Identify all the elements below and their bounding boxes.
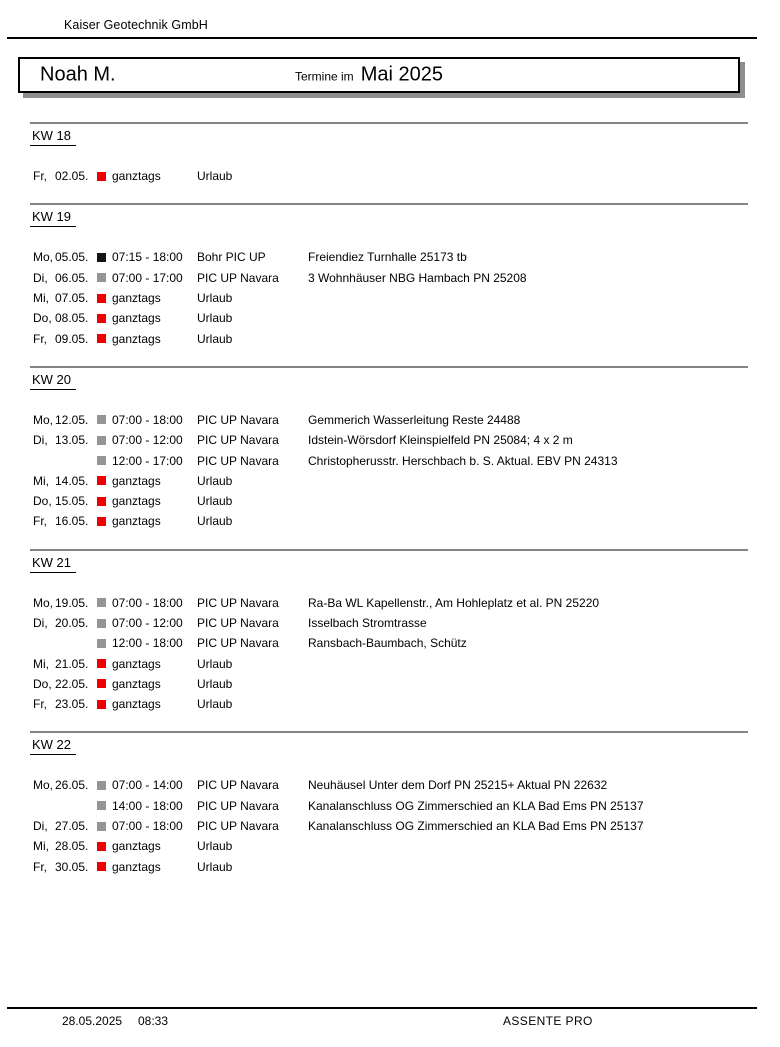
category-marker-icon [97,639,106,648]
appointment-row [0,674,780,694]
time-label: ganztags [112,514,161,529]
week-label: KW 19 [30,209,76,227]
date-label: 08.05. [55,311,89,326]
activity-label: PIC UP Navara [197,819,279,834]
day-label: Mi, [33,656,49,671]
time-label: 07:00 - 12:00 [112,616,183,630]
day-label: Mo, [33,778,54,793]
appointment-row [0,308,780,328]
category-marker-icon [97,415,106,424]
print-date: 28.05.2025 [62,1014,123,1028]
marker-cell [97,314,112,323]
appointment-row [0,511,780,531]
date-label: 20.05. [55,616,89,630]
category-marker-icon [97,314,106,323]
day-label: Mo, [33,595,54,610]
category-marker-icon [97,801,106,810]
activity-label: PIC UP Navara [197,798,279,813]
date-label: 27.05. [55,819,89,834]
marker-cell [97,781,112,790]
appointment-row [0,450,780,470]
description-label: Neuhäusel Unter dem Dorf PN 25215+ Aktual PN 22632 [308,778,608,793]
week-label: KW 20 [30,372,76,390]
date-label: 15.05. [55,494,89,509]
week-label-row [30,736,780,754]
activity-label: Urlaub [197,494,233,509]
title-month: Mai 2025 [360,63,443,86]
week-section [0,549,780,715]
appointment-rows [0,410,780,532]
category-marker-icon [97,700,106,709]
description-label: Ransbach-Baumbach, Schütz [308,636,467,651]
marker-cell [97,497,112,506]
appointment-row [0,288,780,308]
date-label: 06.05. [55,270,89,285]
category-marker-icon [97,659,106,668]
category-marker-icon [97,334,106,343]
category-marker-icon [97,456,106,465]
time-label: ganztags [112,311,161,326]
time-label: 07:00 - 17:00 [112,270,183,285]
activity-label: Urlaub [197,676,233,691]
marker-cell [97,436,112,445]
activity-label: PIC UP Navara [197,616,279,630]
appointment-rows [0,247,780,348]
date-label: 09.05. [55,331,89,346]
day-label: Di, [33,270,48,285]
appointment-row [0,633,780,653]
day-label: Fr, [33,169,47,184]
date-label: 19.05. [55,595,89,610]
day-label: Mi, [33,291,49,306]
category-marker-icon [97,476,106,485]
category-marker-icon [97,273,106,282]
marker-cell [97,659,112,668]
appointment-row [0,694,780,714]
footer-divider [7,1007,757,1009]
category-marker-icon [97,172,106,181]
marker-cell [97,273,112,282]
appointment-row [0,613,780,633]
marker-cell [97,842,112,851]
category-marker-icon [97,842,106,851]
week-section [0,366,780,532]
time-label: ganztags [112,656,161,671]
date-label: 30.05. [55,859,89,874]
date-label: 14.05. [55,473,89,488]
time-label: 07:00 - 18:00 [112,819,183,834]
time-label: 07:15 - 18:00 [112,250,183,265]
description-label: Christopherusstr. Herschbach b. S. Aktual. EBV PN 24313 [308,453,618,468]
day-label: Do, [33,676,52,691]
activity-label: PIC UP Navara [197,778,279,793]
week-section [0,203,780,348]
activity-label: Urlaub [197,839,233,854]
day-label: Fr, [33,697,47,712]
activity-label: PIC UP Navara [197,595,279,610]
time-label: ganztags [112,676,161,691]
time-label: 07:00 - 18:00 [112,595,183,610]
activity-label: PIC UP Navara [197,412,279,427]
activity-label: PIC UP Navara [197,433,279,448]
day-label: Fr, [33,331,47,346]
marker-cell [97,801,112,810]
day-label: Do, [33,494,52,509]
category-marker-icon [97,781,106,790]
category-marker-icon [97,862,106,871]
activity-label: Urlaub [197,331,233,346]
time-label: ganztags [112,859,161,874]
appointment-row [0,491,780,511]
marker-cell [97,862,112,871]
title-prefix: Termine im [295,69,354,84]
category-marker-icon [97,253,106,262]
time-label: 14:00 - 18:00 [112,798,183,813]
activity-label: Urlaub [197,656,233,671]
appointment-row [0,166,780,186]
activity-label: PIC UP Navara [197,270,279,285]
time-label: 07:00 - 18:00 [112,412,183,427]
activity-label: PIC UP Navara [197,636,279,651]
company-name: Kaiser Geotechnik GmbH [64,18,208,32]
day-label: Di, [33,819,48,834]
date-label: 26.05. [55,778,89,793]
date-label: 07.05. [55,291,89,306]
marker-cell [97,172,112,181]
time-label: ganztags [112,169,161,184]
section-divider [30,122,748,124]
appointment-row [0,653,780,673]
description-label: Idstein-Wörsdorf Kleinspielfeld PN 25084; 4 x 2 m [308,433,573,448]
time-label: 07:00 - 14:00 [112,778,183,793]
print-time: 08:33 [138,1014,169,1028]
week-section [0,731,780,876]
weeks-container [0,122,780,877]
day-label: Fr, [33,859,47,874]
category-marker-icon [97,679,106,688]
marker-cell [97,294,112,303]
time-label: ganztags [112,697,161,712]
day-label: Mi, [33,473,49,488]
marker-cell [97,700,112,709]
time-label: ganztags [112,473,161,488]
day-label: Mo, [33,412,54,427]
activity-label: Urlaub [197,169,233,184]
description-label: Freiendiez Turnhalle 25173 tb [308,250,467,265]
category-marker-icon [97,497,106,506]
marker-cell [97,253,112,262]
date-label: 22.05. [55,676,89,691]
description-label: Ra-Ba WL Kapellenstr., Am Hohleplatz et al. PN 25220 [308,595,600,610]
day-label: Mi, [33,839,49,854]
activity-label: Urlaub [197,514,233,529]
section-divider [30,731,748,733]
activity-label: Urlaub [197,291,233,306]
section-divider [30,366,748,368]
person-name: Noah M. [40,63,116,86]
appointment-row [0,471,780,491]
appointment-row [0,430,780,450]
appointment-row [0,857,780,877]
time-label: 07:00 - 12:00 [112,433,183,448]
week-label-row [30,371,780,389]
title-box [18,57,740,93]
marker-cell [97,334,112,343]
date-label: 05.05. [55,250,89,265]
time-label: ganztags [112,494,161,509]
category-marker-icon [97,598,106,607]
marker-cell [97,619,112,628]
time-label: 12:00 - 18:00 [112,636,183,651]
day-label: Di, [33,616,48,630]
marker-cell [97,415,112,424]
time-label: ganztags [112,331,161,346]
date-label: 02.05. [55,169,89,184]
time-label: ganztags [112,839,161,854]
description-label: Isselbach Stromtrasse [308,616,427,630]
time-label: 12:00 - 17:00 [112,453,183,468]
appointment-row [0,816,780,836]
appointment-row [0,836,780,856]
date-label: 28.05. [55,839,89,854]
description-label: Gemmerich Wasserleitung Reste 24488 [308,412,521,427]
description-label: 3 Wohnhäuser NBG Hambach PN 25208 [308,270,527,285]
description-label: Kanalanschluss OG Zimmerschied an KLA Bad Ems PN 25137 [308,798,644,813]
day-label: Mo, [33,250,54,265]
marker-cell [97,598,112,607]
description-label: Kanalanschluss OG Zimmerschied an KLA Bad Ems PN 25137 [308,819,644,834]
day-label: Do, [33,311,52,326]
appointment-row [0,593,780,613]
marker-cell [97,476,112,485]
day-label: Fr, [33,514,47,529]
category-marker-icon [97,822,106,831]
appointment-rows [0,593,780,715]
section-divider [30,203,748,205]
appointment-row [0,796,780,816]
date-label: 12.05. [55,412,89,427]
header-divider [7,37,757,39]
week-label-row [30,208,780,226]
category-marker-icon [97,294,106,303]
marker-cell [97,822,112,831]
appointment-row [0,410,780,430]
appointment-row [0,775,780,795]
week-label: KW 21 [30,555,76,573]
activity-label: Urlaub [197,859,233,874]
marker-cell [97,456,112,465]
appointment-rows [0,775,780,876]
day-label: Di, [33,433,48,448]
marker-cell [97,517,112,526]
date-label: 16.05. [55,514,89,529]
appointment-rows [0,166,780,186]
date-label: 23.05. [55,697,89,712]
appointment-row [0,247,780,267]
week-label-row [30,554,780,572]
activity-label: PIC UP Navara [197,453,279,468]
appointment-row [0,268,780,288]
category-marker-icon [97,517,106,526]
marker-cell [97,679,112,688]
week-label: KW 22 [30,737,76,755]
marker-cell [97,639,112,648]
category-marker-icon [97,619,106,628]
report-title [295,64,443,87]
week-section [0,122,780,186]
activity-label: Urlaub [197,473,233,488]
application-name: ASSENTE PRO [503,1014,593,1028]
activity-label: Urlaub [197,311,233,326]
date-label: 13.05. [55,433,89,448]
section-divider [30,549,748,551]
week-label: KW 18 [30,128,76,146]
category-marker-icon [97,436,106,445]
appointment-row [0,328,780,348]
date-label: 21.05. [55,656,89,671]
activity-label: Urlaub [197,697,233,712]
week-label-row [30,127,780,145]
time-label: ganztags [112,291,161,306]
activity-label: Bohr PIC UP [197,250,266,265]
